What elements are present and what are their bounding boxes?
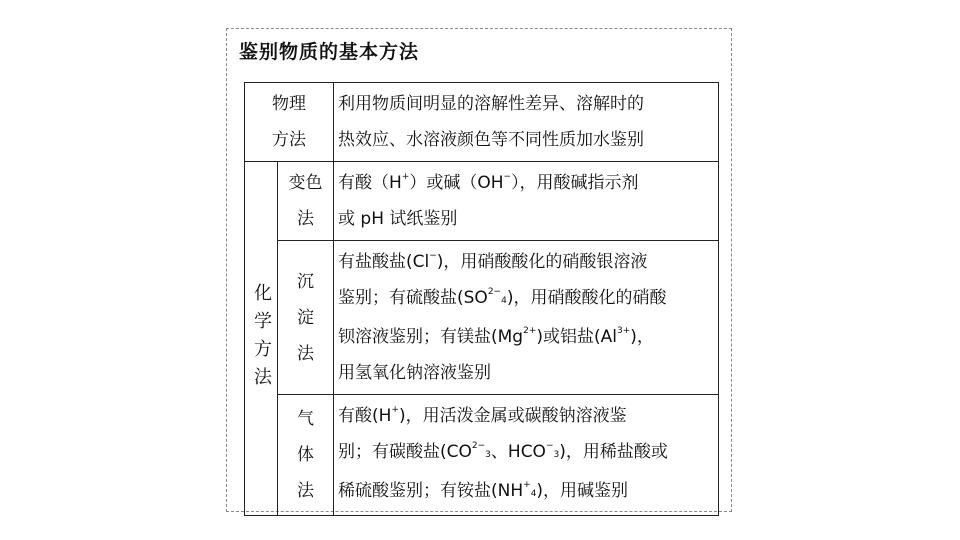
text-fragment: )，用稀盐酸或 xyxy=(559,442,668,462)
precipitation-method-label xyxy=(278,241,334,395)
text-fragment: 方法 xyxy=(272,130,306,150)
text-fragment: − xyxy=(503,172,512,182)
text-fragment: 钡溶液鉴别；有镁盐(Mg xyxy=(338,327,524,347)
text-fragment: + xyxy=(391,405,399,415)
text-fragment: 有酸(H xyxy=(338,406,392,426)
page-title: 鉴别物质的基本方法 xyxy=(239,41,420,63)
text-fragment: 体 xyxy=(297,445,314,465)
text-fragment: )，用活泼金属或碳酸钠溶液鉴 xyxy=(398,406,627,426)
physical-method-label xyxy=(245,83,334,162)
table-row xyxy=(245,395,719,516)
text-fragment: ）或碱（OH xyxy=(409,173,504,193)
text-fragment: 2+ xyxy=(523,326,537,336)
chemical-method-label xyxy=(245,162,278,516)
text-fragment: 2− xyxy=(471,441,486,451)
text-fragment: 3+ xyxy=(617,326,631,336)
text-fragment: 热效应、水溶液颜色等不同性质加水鉴别 xyxy=(338,130,644,150)
text-fragment: )，用硝酸酸化的硝酸 xyxy=(506,288,667,308)
physical-method-description xyxy=(334,83,719,162)
text-fragment: 或 pH 试纸鉴别 xyxy=(338,209,458,229)
color-change-method-description xyxy=(334,162,719,241)
text-fragment: 3 xyxy=(485,450,491,460)
text-fragment: − xyxy=(545,441,554,451)
text-fragment: 法 xyxy=(297,481,314,501)
text-fragment: ），用酸碱指示剂 xyxy=(511,173,639,193)
text-fragment: 物理 xyxy=(272,94,306,114)
color-change-method-label xyxy=(278,162,334,241)
text-fragment: 法 xyxy=(297,209,314,229)
precipitation-method-description xyxy=(334,241,719,395)
text-fragment: )， xyxy=(630,327,654,347)
text-fragment: 有酸（H xyxy=(338,173,402,193)
text-fragment: )或铝盐(Al xyxy=(536,327,617,347)
text-fragment: 有盐酸盐(Cl xyxy=(338,252,430,272)
text-fragment: 化学方法 xyxy=(251,282,272,395)
text-fragment: 沉 xyxy=(297,271,314,292)
text-fragment: − xyxy=(429,251,437,261)
text-fragment: )，用碱鉴别 xyxy=(536,481,629,501)
text-fragment: 别；有碳酸盐(CO xyxy=(338,442,472,462)
gas-method-label xyxy=(278,395,334,516)
methods-table xyxy=(244,82,719,516)
text-fragment: + xyxy=(401,172,410,182)
text-fragment: 法 xyxy=(297,343,314,364)
text-fragment: 3 xyxy=(553,450,560,460)
text-fragment: 利用物质间明显的溶解性差异、溶解时的 xyxy=(338,94,644,114)
text-fragment: 4 xyxy=(501,296,507,306)
table-row xyxy=(245,162,719,241)
text-fragment: 、HCO xyxy=(490,442,546,462)
text-fragment: 变色 xyxy=(288,173,323,193)
text-fragment: 淀 xyxy=(297,307,314,328)
text-fragment: + xyxy=(523,480,531,490)
text-fragment: 2− xyxy=(487,287,502,297)
text-fragment: )，用硝酸酸化的硝酸银溶液 xyxy=(436,252,648,272)
gas-method-description xyxy=(334,395,719,516)
text-fragment: 4 xyxy=(530,489,537,499)
text-fragment: 用氢氧化钠溶液鉴别 xyxy=(338,363,491,383)
text-fragment: 鉴别；有硫酸盐(SO xyxy=(338,288,488,308)
text-fragment: 气 xyxy=(297,409,314,429)
text-fragment: 稀硫酸鉴别；有铵盐(NH xyxy=(338,481,524,501)
table-row xyxy=(245,83,719,162)
table-row xyxy=(245,241,719,395)
